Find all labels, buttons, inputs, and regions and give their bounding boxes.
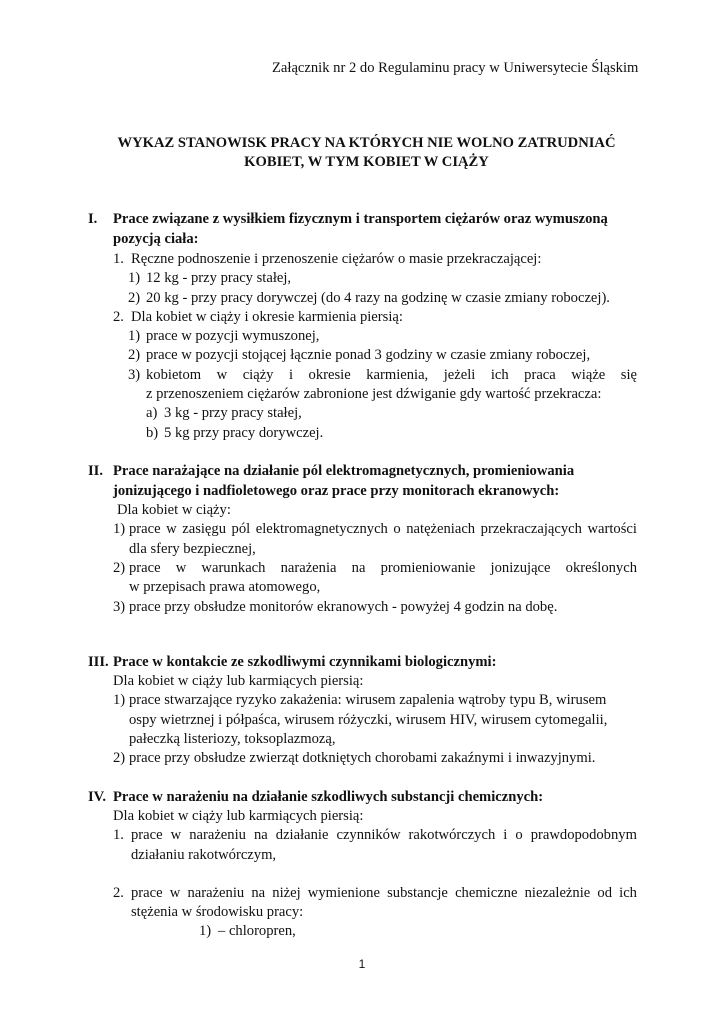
sub-item-number: 3) [128, 367, 141, 383]
word: prace [129, 560, 161, 576]
word: jonizujące [490, 560, 551, 576]
justified-line [129, 520, 637, 539]
list-item-number: 1) [113, 692, 126, 708]
word: czynników [336, 827, 401, 843]
sub-item-text: – chloropren, [218, 923, 296, 939]
sub-item-text: 12 kg - przy pracy stałej, [146, 270, 292, 286]
word: ich [490, 367, 509, 383]
sub-item-text: prace w pozycji wymuszonej, [146, 328, 320, 344]
sub-item-number: 1) [128, 328, 141, 344]
word: natężeniach [406, 521, 476, 537]
justified-line [131, 884, 637, 903]
section-number: III. [88, 654, 109, 670]
list-item-continuation: pałeczką listeriozy, toksoplazmozą, [129, 731, 336, 747]
word: narażeniu [187, 885, 245, 901]
list-item-text: prace przy obsłudze zwierząt dotkniętych chorobami zakaźnymi i inwazyjnymi. [129, 750, 596, 766]
word: się [620, 367, 637, 383]
word: prawdopodobnym [530, 827, 637, 843]
sub-sub-item-number: a) [146, 405, 158, 421]
word: okresie [308, 367, 351, 383]
document-title-line-1: WYKAZ STANOWISK PRACY NA KTÓRYCH NIE WOLNO ZATRUDNIAĆ [117, 135, 616, 151]
section-intro: Dla kobiet w ciąży lub karmiących piersią: [113, 673, 364, 689]
word: w [170, 827, 182, 843]
word: wymienione [307, 885, 380, 901]
list-item-number: 2) [113, 750, 126, 766]
word: niżej [272, 885, 301, 901]
word: przekraczających [480, 521, 582, 537]
word: narażenia [280, 560, 337, 576]
word: w [169, 885, 181, 901]
list-item-continuation: stężenia w środowisku pracy: [131, 904, 304, 920]
word: w [175, 560, 187, 576]
section-heading: Prace w narażeniu na działanie szkodliwych substancji chemicznych: [113, 789, 544, 805]
word: i [288, 367, 294, 383]
word: wiąże [571, 367, 606, 383]
document-title-line-2: KOBIET, W TYM KOBIET W CIĄŻY [244, 154, 489, 170]
list-item-text: Ręczne podnoszenie i przenoszenie ciężarów o masie przekraczającej: [131, 251, 542, 267]
section-heading: pozycją ciała: [113, 231, 199, 247]
section-heading: Prace związane z wysiłkiem fizycznym i transportem ciężarów oraz wymuszoną [113, 211, 608, 227]
section-number: I. [88, 211, 98, 227]
section-number: IV. [88, 789, 106, 805]
word: na [251, 885, 266, 901]
word: praca [524, 367, 556, 383]
justified-line [131, 826, 637, 845]
word: na [253, 827, 268, 843]
list-item-number: 2. [113, 885, 124, 901]
list-item-number: 1. [113, 251, 124, 267]
section-heading: Prace w kontakcie ze szkodliwymi czynnikami biologicznymi: [113, 654, 497, 670]
word: substancje [387, 885, 448, 901]
section-heading: jonizującego i nadfioletowego oraz prace przy monitorach ekranowych: [113, 483, 560, 499]
word: zasięgu [182, 521, 226, 537]
list-item-text: prace stwarzające ryzyko zakażenia: wirusem zapalenia wątroby typu B, wirusem [129, 692, 607, 708]
list-item-continuation: dla sfery bezpiecznej, [129, 541, 256, 557]
word: jeżeli [443, 367, 476, 383]
list-item-text: prace przy obsłudze monitorów ekranowych - powyżej 4 godzin na dobę. [129, 599, 558, 615]
list-item-number: 2) [113, 560, 126, 576]
word: ciąży [242, 367, 274, 383]
section-heading: Prace narażające na działanie pól elektromagnetycznych, promieniowania [113, 463, 575, 479]
list-item-number: 1) [113, 521, 126, 537]
word: karmienia, [366, 367, 429, 383]
sub-item-number: 1) [199, 923, 212, 939]
word: o [393, 521, 401, 537]
sub-item-number: 2) [128, 290, 141, 306]
word: wartości [587, 521, 637, 537]
word: prace [129, 521, 161, 537]
word: w [166, 521, 177, 537]
section-intro: Dla kobiet w ciąży: [117, 502, 231, 518]
sub-item-continuation: z przenoszeniem ciężarów zabronione jest dźwiganie gdy wartość przekracza: [146, 386, 602, 402]
word: na [351, 560, 366, 576]
section-number: II. [88, 463, 104, 479]
word: od [597, 885, 612, 901]
sub-item-number: 2) [128, 347, 141, 363]
word: kobietom [146, 367, 202, 383]
list-item-continuation: w przepisach prawa atomowego, [129, 579, 321, 595]
attachment-header: Załącznik nr 2 do Regulaminu pracy w Uniwersytecie Śląskim [272, 60, 639, 76]
word: i [503, 827, 508, 843]
word: prace [131, 885, 163, 901]
page-number: 1 [358, 957, 366, 971]
list-item-number: 3) [113, 599, 126, 615]
list-item-continuation: ospy wietrznej i półpaśca, wirusem różyczki, wirusem HIV, wirusem cytomegalii, [129, 712, 608, 728]
sub-sub-item-text: 5 kg przy pracy dorywczej. [164, 425, 324, 441]
sub-item-text: 20 kg - przy pracy dorywczej (do 4 razy na godzinę w czasie zmiany roboczej). [146, 290, 610, 306]
word: określonych [565, 560, 637, 576]
section-intro: Dla kobiet w ciąży lub karmiących piersią: [113, 808, 364, 824]
word: promieniowanie [380, 560, 476, 576]
word: rakotwórczych [408, 827, 496, 843]
sub-sub-item-number: b) [146, 425, 159, 441]
word: warunkach [201, 560, 266, 576]
word: działanie [275, 827, 329, 843]
word: ich [619, 885, 637, 901]
sub-item-number: 1) [128, 270, 141, 286]
word: pól [231, 521, 251, 537]
word: elektromagnetycznych [255, 521, 388, 537]
justified-line [129, 559, 637, 578]
list-item-continuation: działaniu rakotwórczym, [131, 847, 277, 863]
list-item-number: 1. [113, 827, 124, 843]
justified-line [146, 366, 637, 385]
word: w [216, 367, 228, 383]
list-item-text: Dla kobiet w ciąży i okresie karmienia piersią: [131, 309, 403, 325]
word: chemiczne [455, 885, 518, 901]
word: narażeniu [189, 827, 246, 843]
word: prace [131, 827, 163, 843]
sub-sub-item-text: 3 kg - przy pracy stałej, [164, 405, 302, 421]
sub-item-text: prace w pozycji stojącej łącznie ponad 3 godziny w czasie zmiany roboczej, [146, 347, 591, 363]
word: niezależnie [524, 885, 591, 901]
list-item-number: 2. [113, 309, 124, 325]
word: o [515, 827, 523, 843]
